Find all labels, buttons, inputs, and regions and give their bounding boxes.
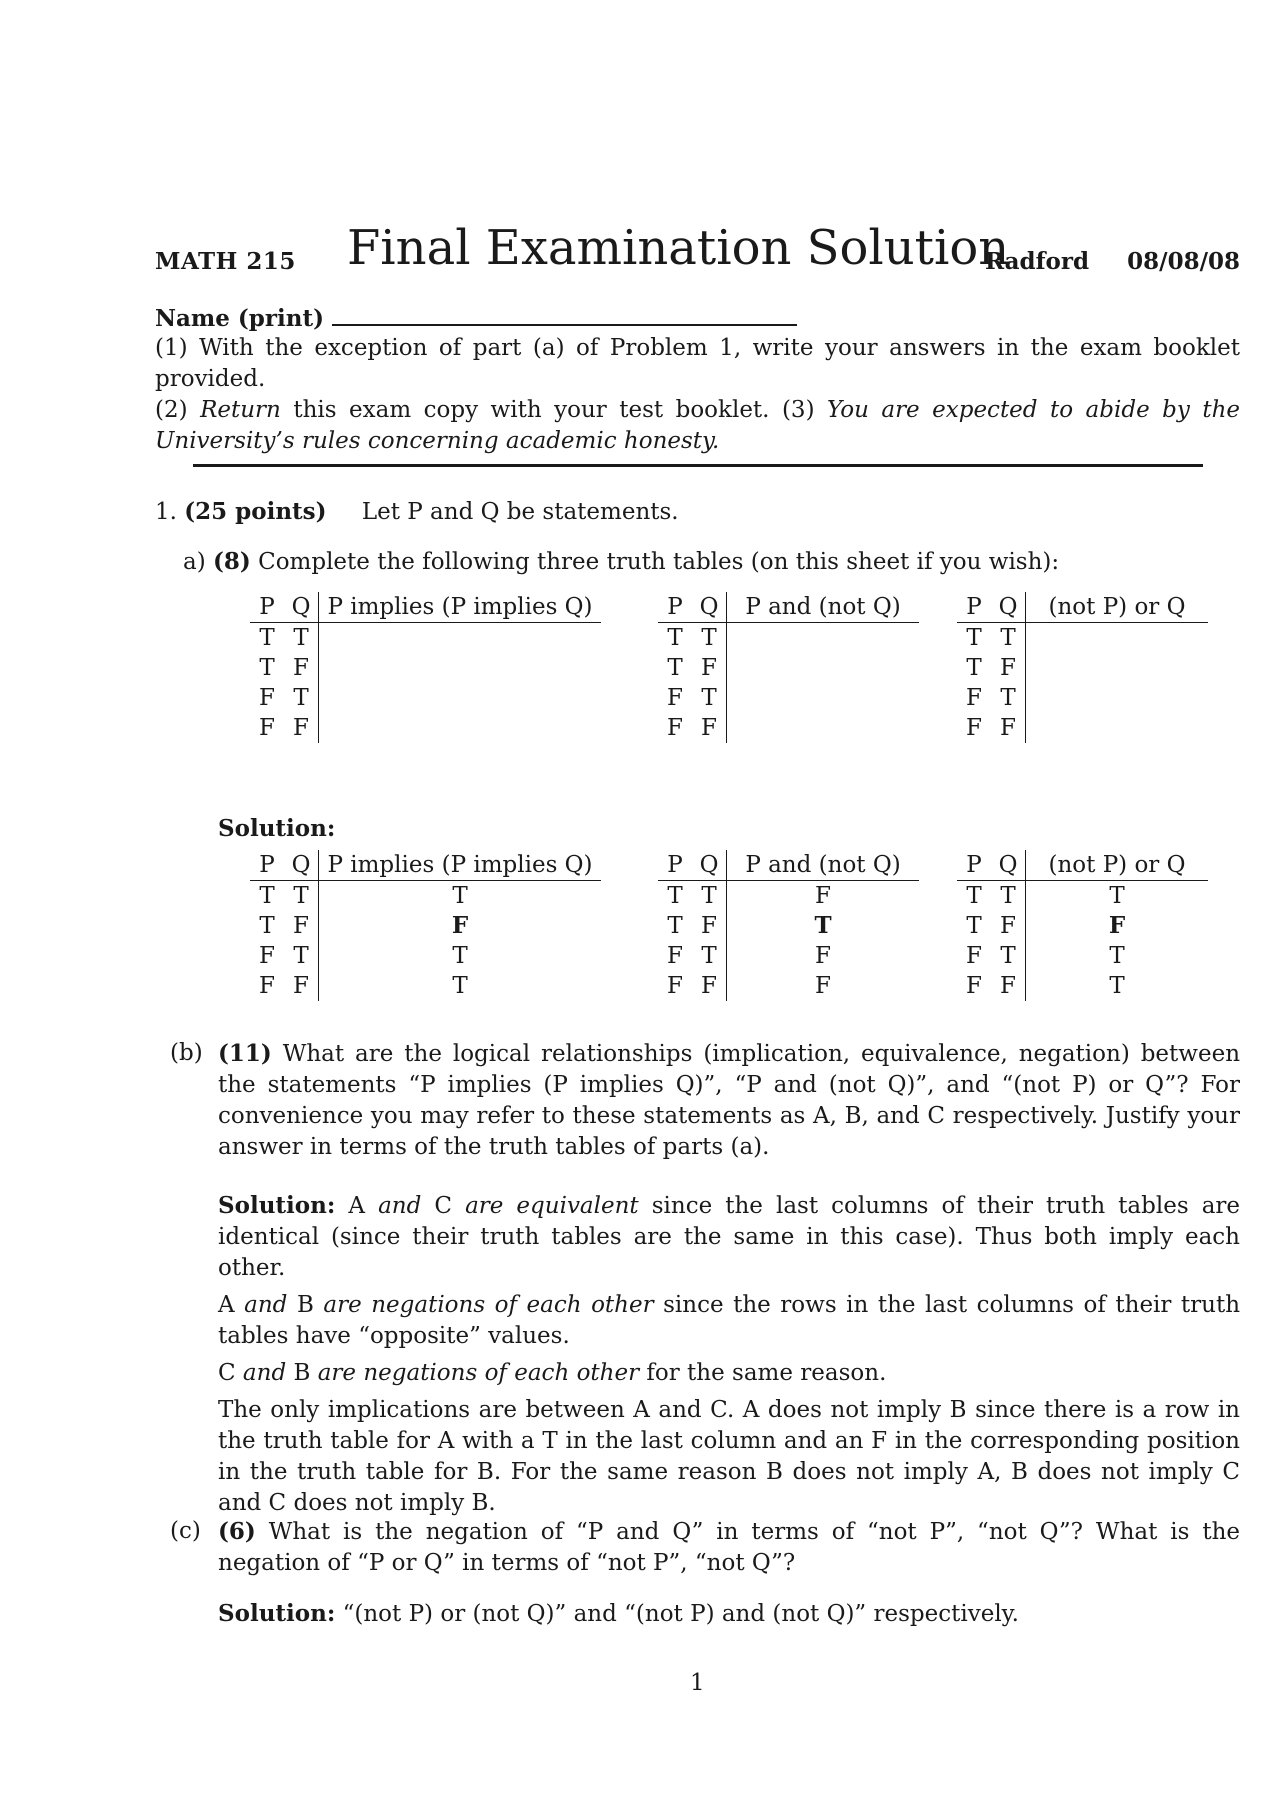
column-header-q: Q [284, 592, 319, 623]
column-header-expr: P implies (P implies Q) [319, 592, 602, 623]
instruction-2: this exam copy with your test booklet. (3) [293, 397, 815, 424]
cell-result: T [1109, 973, 1125, 999]
column-header-q: Q [692, 592, 727, 623]
stmt-c: C [218, 1360, 236, 1387]
cell-blank[interactable] [727, 713, 920, 743]
cell-p: T [966, 655, 982, 681]
solution-b-para-2: since the rows in the last columns of their truth tables have “opposite” values. [218, 1292, 1241, 1350]
part-c-solution [218, 1598, 1240, 1630]
instruction-3: You are expected to abide by the University’s rules concerning academic honesty. [155, 397, 1241, 455]
phrase-are-equivalent: are equivalent [465, 1193, 639, 1219]
cell-blank[interactable] [1026, 683, 1209, 713]
cell-p: F [667, 685, 683, 711]
solution-b-para-3: for the same reason. [646, 1360, 887, 1387]
solution-truth-table-1 [250, 850, 601, 1001]
cell-blank[interactable] [319, 683, 602, 713]
part-a-heading [183, 546, 1059, 578]
cell-q: F [284, 713, 319, 743]
part-b-points: (11) [218, 1040, 272, 1067]
column-header-p: P [250, 592, 284, 623]
cell-p: T [259, 883, 275, 909]
problem-1-heading [155, 496, 679, 528]
column-header-expr: (not P) or Q [1026, 850, 1209, 881]
solution-truth-table-3 [957, 850, 1208, 1001]
word-and: and [244, 1292, 288, 1319]
cell-p: T [667, 655, 683, 681]
column-header-p: P [658, 592, 692, 623]
problem-statement: Let P and Q be statements. [361, 499, 679, 525]
stmt-a: A [348, 1193, 366, 1219]
cell-q: F [991, 911, 1026, 941]
table-row [658, 941, 919, 971]
column-header-expr: P and (not Q) [727, 850, 920, 881]
column-header-p: P [957, 592, 991, 623]
stmt-a: A [218, 1292, 235, 1319]
table-row [957, 971, 1208, 1001]
cell-p: F [259, 715, 275, 741]
part-c-label: (c) [170, 1518, 201, 1544]
word-and: and [378, 1193, 422, 1219]
cell-p: T [966, 625, 982, 651]
stmt-b: B [293, 1360, 311, 1387]
table-row [957, 623, 1208, 654]
cell-q: F [692, 653, 727, 683]
cell-blank[interactable] [319, 623, 602, 654]
column-header-expr: (not P) or Q [1026, 592, 1209, 623]
blank-truth-table-2 [658, 592, 919, 743]
cell-q: T [991, 623, 1026, 654]
column-header-p: P [957, 850, 991, 881]
instructor-name: Radford [985, 248, 1090, 275]
cell-q: F [284, 971, 319, 1001]
cell-q: F [284, 653, 319, 683]
table-row [250, 623, 601, 654]
cell-q: T [692, 881, 727, 912]
cell-p: F [966, 973, 982, 999]
cell-q: F [991, 971, 1026, 1001]
table-row [957, 941, 1208, 971]
table-row [250, 941, 601, 971]
table-header-row [957, 592, 1208, 623]
cell-p: F [667, 715, 683, 741]
table-row [957, 881, 1208, 912]
cell-p: F [259, 973, 275, 999]
cell-result: T [452, 883, 468, 909]
cell-result: T [452, 973, 468, 999]
solution-b-para-4: The only implications are between A and C. A does not imply B since there is a row in the truth table for A with a T in the last column and an F in the corresponding position in the truth table for B. For the same reason B does not imply A, B does not imply C and C does not imply B. [218, 1397, 1240, 1517]
column-header-q: Q [991, 592, 1026, 623]
table-header-row [658, 850, 919, 881]
name-label: Name (print) [155, 305, 324, 332]
cell-result: F [815, 943, 831, 969]
cell-p: F [966, 685, 982, 711]
solution-truth-table-2 [658, 850, 919, 1001]
solution-b-para-1: since the last columns of their truth tables are identical (since their truth tables are the same in this case). Thus both imply each other. [218, 1193, 1241, 1282]
table-header-row [250, 850, 601, 881]
blank-truth-table-1 [250, 592, 601, 743]
instruction-return: Return [200, 397, 281, 424]
cell-q: T [284, 941, 319, 971]
cell-p: T [259, 625, 275, 651]
table-header-row [658, 592, 919, 623]
table-row [250, 881, 601, 912]
exam-date: 08/08/08 [1127, 248, 1240, 275]
cell-q: T [692, 941, 727, 971]
solution-label-a: Solution: [218, 815, 336, 842]
cell-q: F [692, 713, 727, 743]
name-blank-line[interactable] [332, 302, 797, 326]
table-row [658, 971, 919, 1001]
cell-result: T [1109, 883, 1125, 909]
column-header-expr: P and (not Q) [727, 592, 920, 623]
column-header-q: Q [692, 850, 727, 881]
instruction-1: (1) With the exception of part (a) of Problem 1, write your answers in the exam booklet provided. [155, 335, 1240, 393]
phrase-are-negations: are negations of each other [323, 1292, 654, 1319]
column-header-expr: P implies (P implies Q) [319, 850, 602, 881]
part-c-solution-text: “(not P) or (not Q)” and “(not P) and (not Q)” respectively. [342, 1601, 1019, 1627]
part-b-label: (b) [170, 1040, 203, 1066]
table-row [957, 683, 1208, 713]
cell-result: F [815, 883, 831, 909]
table-row [250, 683, 601, 713]
cell-blank[interactable] [319, 653, 602, 683]
cell-q: F [991, 713, 1026, 743]
cell-q: T [692, 683, 727, 713]
cell-blank[interactable] [1026, 653, 1209, 683]
blank-truth-table-3 [957, 592, 1208, 743]
cell-blank[interactable] [1026, 623, 1209, 654]
cell-blank[interactable] [727, 653, 920, 683]
table-row [957, 911, 1208, 941]
cell-blank[interactable] [727, 623, 920, 654]
part-c-text: What is the negation of “P and Q” in terms of “not P”, “not Q”? What is the negation of “P or Q” in terms of “not P”, “not Q”? [218, 1519, 1240, 1577]
table-row [250, 713, 601, 743]
stmt-c: C [434, 1193, 452, 1219]
cell-result: F [815, 973, 831, 999]
table-row [658, 881, 919, 912]
part-b-solution-label: Solution: [218, 1192, 336, 1219]
table-header-row [250, 592, 601, 623]
cell-blank[interactable] [727, 683, 920, 713]
cell-p: F [966, 715, 982, 741]
cell-q: T [692, 623, 727, 654]
cell-p: T [667, 883, 683, 909]
cell-p: T [667, 913, 683, 939]
cell-result: F [451, 912, 469, 939]
cell-p: F [667, 973, 683, 999]
instructions: (1) With the exception of part (a) of Problem 1, write your answers in the exam booklet provided. (2) Return this exam copy with your test booklet. (3) You are expected to abide by the University’s rules concerning academic honesty. [155, 335, 1241, 455]
stmt-b: B [296, 1292, 314, 1319]
part-b-solution [218, 1190, 1240, 1519]
part-b-question [170, 1038, 1240, 1163]
cell-p: F [259, 685, 275, 711]
divider [193, 464, 1203, 467]
column-header-q: Q [284, 850, 319, 881]
cell-blank[interactable] [1026, 713, 1209, 743]
cell-p: T [966, 913, 982, 939]
course-code: MATH 215 [155, 248, 296, 275]
cell-p: T [667, 625, 683, 651]
cell-q: F [692, 911, 727, 941]
part-a-text: Complete the following three truth tables (on this sheet if you wish): [258, 549, 1060, 575]
cell-p: T [259, 655, 275, 681]
cell-p: T [966, 883, 982, 909]
cell-q: T [284, 881, 319, 912]
table-row [658, 683, 919, 713]
table-row [957, 713, 1208, 743]
part-c-solution-label: Solution: [218, 1600, 336, 1627]
table-row [658, 713, 919, 743]
cell-blank[interactable] [319, 713, 602, 743]
cell-q: T [991, 683, 1026, 713]
cell-q: F [991, 653, 1026, 683]
cell-result: T [814, 912, 832, 939]
part-c-question [170, 1516, 1240, 1579]
cell-q: T [284, 683, 319, 713]
column-header-p: P [658, 850, 692, 881]
cell-result: T [452, 943, 468, 969]
cell-q: T [991, 881, 1026, 912]
problem-points: (25 points) [184, 498, 327, 525]
header [155, 222, 1240, 284]
part-b-text: What are the logical relationships (implication, equivalence, negation) between the statements “P implies (P implies Q)”, “P and (not Q)”, and “(not P) or Q”? For convenience you may refer to these statements as A, B, and C respectively. Justify your answer in terms of the truth tables of parts (a). [218, 1041, 1241, 1161]
word-and: and [242, 1360, 287, 1387]
cell-p: F [667, 943, 683, 969]
column-header-p: P [250, 850, 284, 881]
part-c-points: (6) [218, 1518, 256, 1545]
table-row [658, 623, 919, 654]
phrase-are-negations: are negations of each other [317, 1360, 640, 1387]
table-row [250, 911, 601, 941]
cell-p: F [966, 943, 982, 969]
table-header-row [957, 850, 1208, 881]
table-row [957, 653, 1208, 683]
table-row [250, 971, 601, 1001]
cell-q: T [991, 941, 1026, 971]
table-row [250, 653, 601, 683]
problem-number: 1. [155, 499, 177, 525]
cell-p: T [259, 913, 275, 939]
cell-p: F [259, 943, 275, 969]
name-field [155, 302, 797, 334]
cell-result: T [1109, 943, 1125, 969]
cell-q: F [692, 971, 727, 1001]
page-title: Final Examination Solution [347, 220, 1010, 276]
table-row [658, 911, 919, 941]
part-a-label: a) [183, 549, 206, 575]
page-number: 1 [690, 1670, 705, 1696]
part-a-points: (8) [213, 548, 251, 575]
cell-result: F [1108, 912, 1126, 939]
cell-q: F [284, 911, 319, 941]
column-header-q: Q [991, 850, 1026, 881]
cell-q: T [284, 623, 319, 654]
table-row [658, 653, 919, 683]
